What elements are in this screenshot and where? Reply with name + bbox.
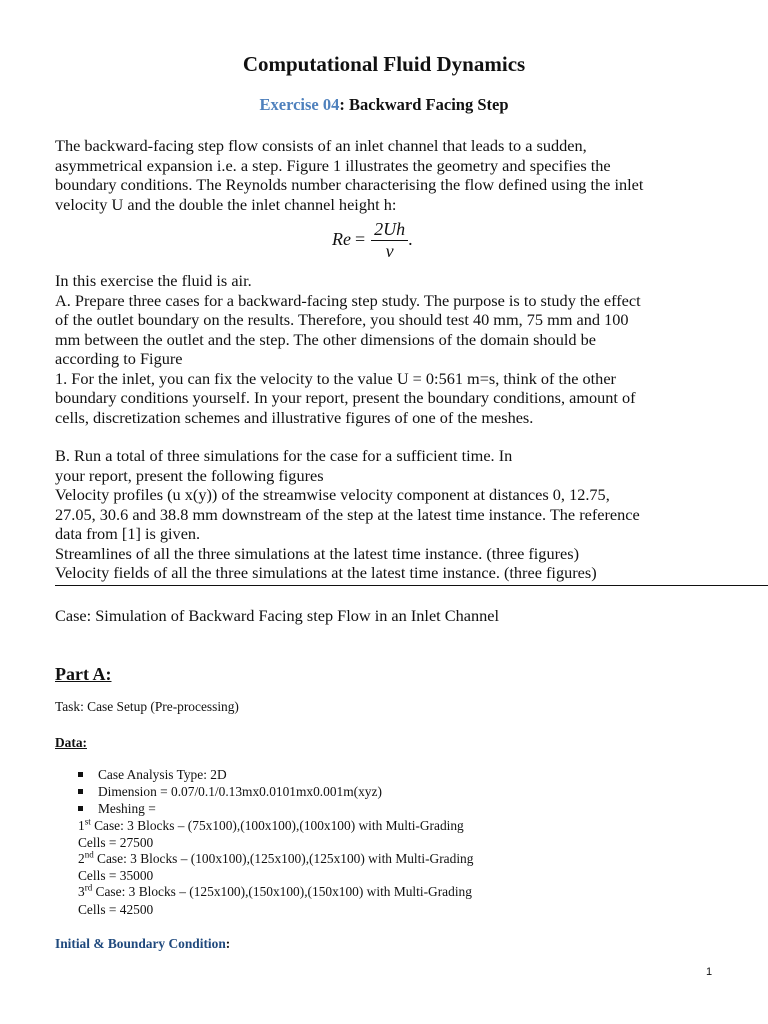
mesh-case-cells: Cells = 42500	[78, 902, 154, 917]
part-b-line: data from [1] is given.	[55, 524, 201, 543]
exercise-subtitle	[0, 95, 768, 115]
bullet-item	[78, 767, 227, 783]
formula-end: .	[408, 229, 413, 249]
part-b-line: Velocity fields of all the three simulations at the latest time instance. (three figures)	[55, 563, 597, 582]
bullet-text: Dimension = 0.07/0.1/0.13mx0.0101mx0.001m(xyz)	[98, 784, 382, 799]
mesh-case-ordinal: nd	[84, 849, 94, 860]
mesh-case-line	[78, 851, 473, 867]
part-b-line: Streamlines of all the three simulations at the latest time instance. (three figures)	[55, 543, 579, 563]
part-b-line: Velocity profiles (u x(y)) of the streamwise velocity component at distances 0, 12.75,	[55, 485, 610, 504]
bullet-text: Meshing =	[98, 801, 156, 816]
mesh-case-number: 3	[78, 884, 85, 899]
mesh-case-ordinal: rd	[84, 882, 93, 893]
mesh-case-ordinal: st	[84, 816, 91, 827]
ibc-colon: :	[225, 936, 231, 951]
bullet-square-icon	[78, 806, 83, 811]
body-line: 1. For the inlet, you can fix the velocity to the value U = 0:561 m=s, think of the other	[55, 368, 616, 388]
formula-equals: =	[354, 229, 366, 249]
bullet-item	[78, 801, 156, 817]
task-line: Task: Case Setup (Pre-processing)	[55, 699, 239, 714]
mesh-case-number: 2	[78, 851, 85, 866]
body-line: In this exercise the fluid is air.	[55, 271, 252, 290]
mesh-case-text: Case: 3 Blocks – (75x100),(100x100),(100x100) with Multi-Grading	[90, 818, 464, 833]
ibc-heading-text: Initial & Boundary Condition	[55, 936, 226, 951]
part-b-line: 27.05, 30.6 and 38.8 mm downstream of the step at the latest time instance. The reference	[55, 504, 640, 524]
bullet-item	[78, 784, 382, 800]
page-number: 1	[706, 966, 713, 978]
reynolds-formula	[332, 218, 413, 261]
mesh-case-text: Case: 3 Blocks – (100x100),(125x100),(125x100) with Multi-Grading	[93, 851, 474, 866]
mesh-case-number: 1	[78, 818, 85, 833]
exercise-number: Exercise 04	[259, 95, 340, 114]
bullet-square-icon	[78, 772, 83, 777]
intro-line: velocity U and the double the inlet channel height h:	[55, 194, 397, 214]
mesh-case-line	[78, 884, 472, 900]
horizontal-rule	[55, 585, 768, 586]
formula-denominator: ν	[385, 241, 394, 261]
bullet-text: Case Analysis Type: 2D	[98, 767, 227, 782]
exercise-colon-rest: : Backward Facing Step	[339, 95, 509, 114]
intro-line: boundary conditions. The Reynolds number characterising the flow defined using the inlet	[55, 175, 644, 194]
part-b-line: your report, present the following figures	[55, 465, 324, 485]
body-line: of the outlet boundary on the results. Therefore, you should test 40 mm, 75 mm and 100	[55, 310, 629, 329]
formula-numerator: 2Uh	[371, 218, 408, 241]
part-a-heading: Part A:	[55, 664, 112, 684]
bullet-square-icon	[78, 789, 83, 794]
body-line: A. Prepare three cases for a backward-facing step study. The purpose is to study the effect	[55, 290, 641, 310]
mesh-case-cells: Cells = 27500	[78, 835, 154, 850]
data-heading: Data:	[55, 735, 87, 750]
document-title: Computational Fluid Dynamics	[242, 52, 526, 76]
body-line: according to Figure	[55, 349, 183, 368]
intro-line: asymmetrical expansion i.e. a step. Figure 1 illustrates the geometry and specifies the	[55, 155, 611, 175]
formula-lhs: Re	[332, 229, 351, 249]
mesh-case-text: Case: 3 Blocks – (125x100),(150x100),(150x100) with Multi-Grading	[92, 884, 472, 899]
intro-line: The backward-facing step flow consists of an inlet channel that leads to a sudden,	[55, 136, 587, 155]
case-title: Case: Simulation of Backward Facing step Flow in an Inlet Channel	[55, 606, 500, 625]
mesh-case-line	[78, 818, 464, 834]
body-line: mm between the outlet and the step. The other dimensions of the domain should be	[55, 329, 596, 349]
formula-fraction	[371, 218, 408, 261]
initial-boundary-heading	[55, 936, 230, 952]
body-line: boundary conditions yourself. In your report, present the boundary conditions, amount of	[55, 388, 636, 407]
part-b-line: B. Run a total of three simulations for the case for a sufficient time. In	[55, 446, 513, 465]
body-line: cells, discretization schemes and illustrative figures of one of the meshes.	[55, 407, 534, 427]
mesh-case-cells: Cells = 35000	[78, 868, 154, 883]
